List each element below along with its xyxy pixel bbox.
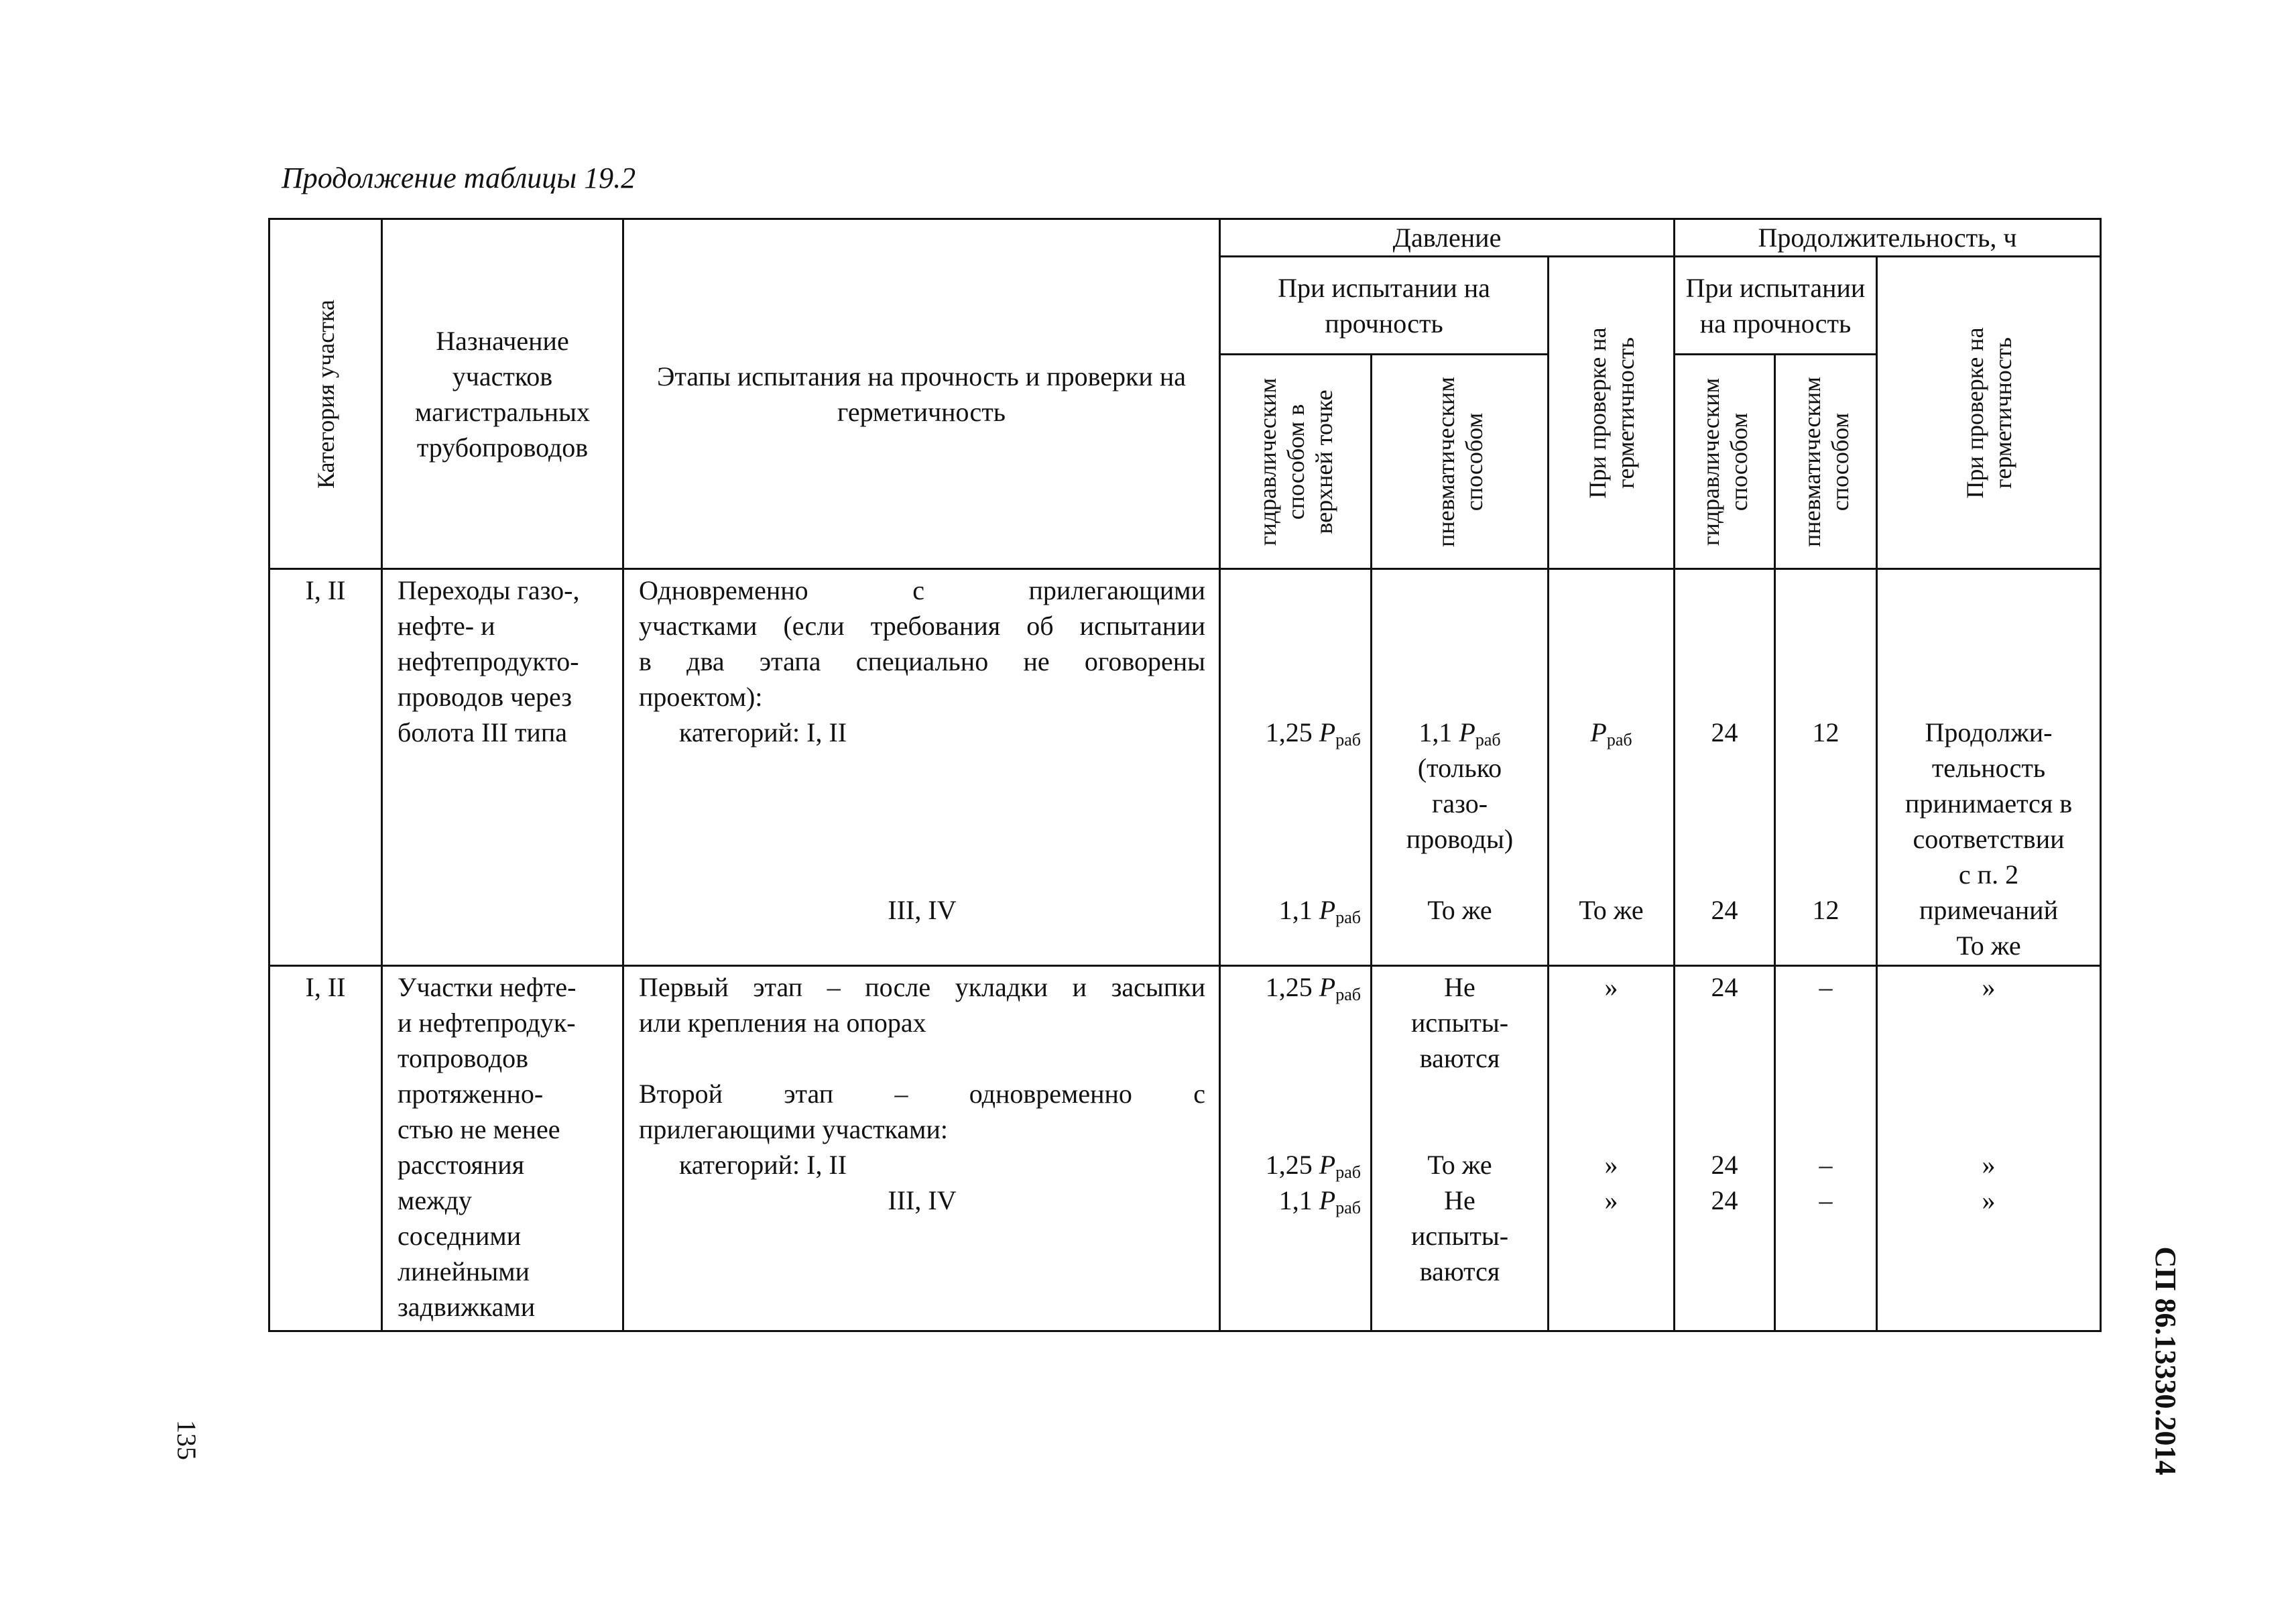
header-row-1 [269, 219, 2101, 257]
header-duration-hydraulic: гидравлическим способом [1675, 355, 1775, 569]
header-duration-pneumatic: пневматическим способом [1775, 355, 1877, 569]
header-pressure-tightness: При проверке на герметичность [1549, 257, 1675, 569]
table-caption: Продолжение таблицы 19.2 [282, 162, 636, 194]
standard-code: СП 86.13330.2014 [2149, 1246, 2182, 1476]
row1-pressure-hydraulic: 1,25 $P_{раб}$ 1,1 $P_{раб}$ [1220, 569, 1372, 966]
header-category: Категория участка [269, 219, 382, 569]
row1-duration-hydraulic: 24 24 [1675, 569, 1775, 966]
row1-stages: Одновременно с прилегающими участками (если требования об испытании в два этапа специально не оговорены проектом): категорий: I, II III, IV [623, 569, 1220, 966]
row1-duration-pneumatic: 12 12 [1775, 569, 1877, 966]
header-duration-tightness: При проверке на герметичность [1877, 257, 2101, 569]
header-duration-group: Продолжительность, ч [1675, 219, 2101, 257]
table-row [269, 966, 2101, 1331]
row2-stages: Первый этап – после укладки и засыпки или крепления на опорах Второй этап – одновременно с прилегающими участками: категорий: I, II III, IV [623, 966, 1220, 1331]
row2-duration-pneumatic: – – – [1775, 966, 1877, 1331]
header-pressure-strength: При испытании на прочность [1220, 257, 1549, 355]
row2-category: I, II [269, 966, 382, 1331]
header-pressure-group: Давление [1220, 219, 1675, 257]
row1-pressure-pneumatic: 1,1 $P_{раб}$ (только газо- проводы) То же [1372, 569, 1549, 966]
table-row [269, 569, 2101, 966]
row1-duration-tightness: Продолжи- тельность принимается в соответствии с п. 2 примечаний То же [1877, 569, 2101, 966]
row2-duration-hydraulic: 24 24 24 [1675, 966, 1775, 1331]
row2-duration-tightness: » » » [1877, 966, 2101, 1331]
header-purpose: Назначение участков магистральных трубопроводов [382, 219, 623, 569]
row2-pressure-hydraulic: 1,25 $P_{раб}$ 1,25 $P_{раб}$ 1,1 $P_{раб}$ [1220, 966, 1372, 1331]
row2-pressure-tightness: » » » [1549, 966, 1675, 1331]
row2-purpose: Участки нефте- и нефтепродук- топроводов протяженно- стью не менее расстояния между соседними линейными задвижками [382, 966, 623, 1331]
test-pressure-table [268, 218, 2102, 1332]
page-number: 135 [172, 1420, 202, 1460]
header-stages: Этапы испытания на прочность и проверки на герметичность [623, 219, 1220, 569]
header-pressure-hydraulic: гидравлическим способом в верхней точке [1220, 355, 1372, 569]
row1-category: I, II [269, 569, 382, 966]
row2-pressure-pneumatic: Не испыты- ваются То же Не испыты- ваются [1372, 966, 1549, 1331]
row1-pressure-tightness: $P_{раб}$ То же [1549, 569, 1675, 966]
row1-purpose: Переходы газо-, нефте- и нефтепродукто- проводов через болота III типа [382, 569, 623, 966]
header-duration-strength: При испытании на прочность [1675, 257, 1877, 355]
header-pressure-pneumatic: пневматическим способом [1372, 355, 1549, 569]
